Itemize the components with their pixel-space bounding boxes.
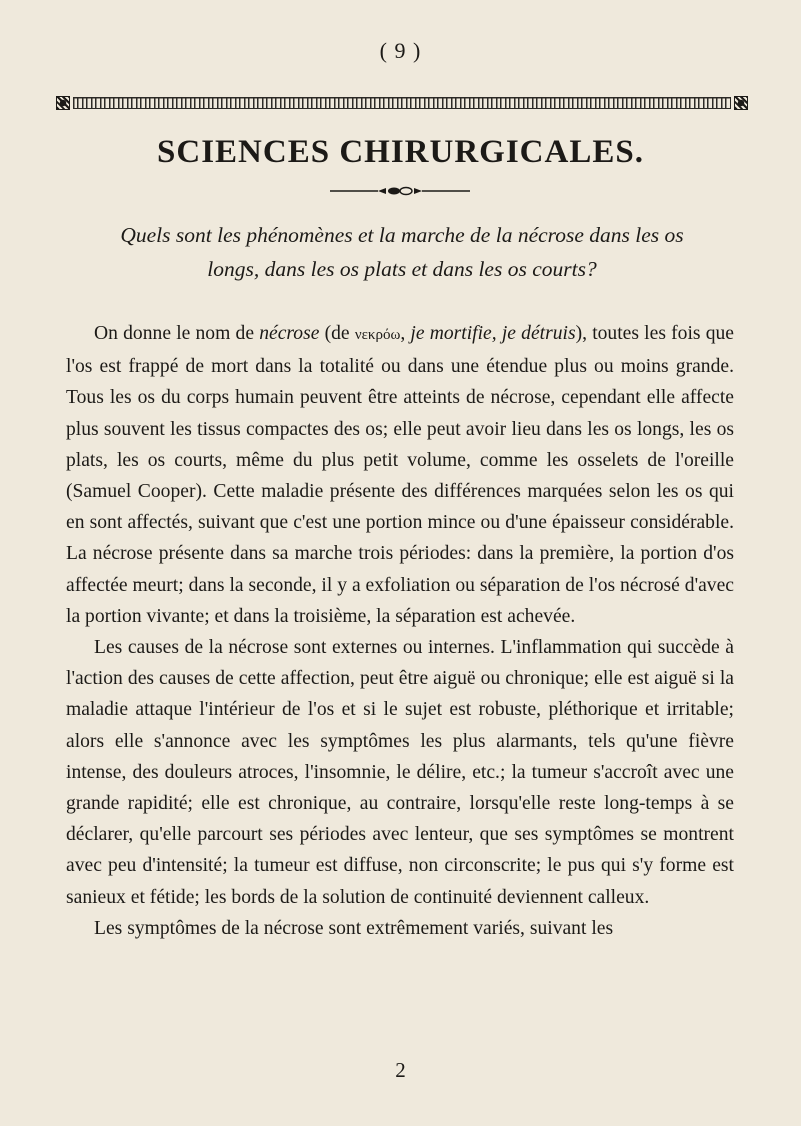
- signature-mark: 2: [395, 1058, 406, 1082]
- question-heading: Quels sont les phénomènes et la marche de la nécrose dans les os longs, dans les os plats et dans les os courts?: [120, 223, 684, 281]
- divider-ornament-icon: [330, 186, 470, 196]
- term-necrose: nécrose: [259, 323, 320, 344]
- paragraph-1-text-d: ), toutes les fois que l'os est frappé de mort dans la totalité ou dans une étendue plus ou moins grande. Tous les os du corps humain peuvent être atteints de nécrose, cependant elle affecte plus souvent les tissus compactes des os; elle peut avoir lieu dans les os longs, les os plats, les os courts, même du plus petit volume, comme les osselets de l'oreille (Samuel Cooper). Cette maladie présente des différences marquées selon les os qui en sont affectés, suivant que c'est une portion mince ou d'une épaisseur considérable. La nécrose présente dans sa marche trois périodes: dans la première, la portion d'os affectée meurt; dans la seconde, il y a exfoliation ou séparation de l'os nécrosé d'avec la portion vivante; et dans la troisième, la séparation est achevée.: [66, 323, 734, 627]
- ornament-pattern: [73, 97, 731, 109]
- paragraph-1-text-a: On donne le nom de: [94, 323, 260, 344]
- paragraph-2: Les causes de la nécrose sont externes ou internes. L'inflammation qui succède à l'action des causes de cette affection, peut être aiguë ou chronique; elle est aiguë si la maladie attaque l'intérieur de l'os et si le sujet est robuste, pléthorique et irritable; alors elle s'annonce avec les symptômes les plus alarmants, tels qu'une fièvre intense, des douleurs atroces, l'insomnie, le délire, etc.; la tumeur s'accroît avec une grande rapidité; elle est chronique, au contraire, lorsqu'elle reste long-temps à se déclarer, qu'elle parcourt ses périodes avec lenteur, que ses symptômes se montrent avec peu d'intensité; la tumeur est diffuse, non circonscrite; le pus qui s'y forme est sanieux et fétide; les bords de la solution de continuité deviennent calleux.: [66, 637, 734, 908]
- term-translation: je mortifie, je détruis: [410, 323, 576, 344]
- ornamental-border: [56, 96, 748, 110]
- section-title: SCIENCES CHIRURGICALES.: [157, 134, 644, 170]
- ornament-right-icon: [734, 96, 748, 110]
- paragraph-1: [66, 318, 734, 632]
- paragraph-1-text-b: (de: [319, 323, 355, 344]
- page-number: ( 9 ): [379, 38, 422, 63]
- paragraph-3: Les symptômes de la nécrose sont extrêmement variés, suivant les: [94, 917, 614, 939]
- greek-etymology: νεκρόω: [354, 327, 401, 343]
- ornament-left-icon: [56, 96, 70, 110]
- body-text: [66, 318, 734, 944]
- paragraph-1-text-c: ,: [400, 323, 411, 344]
